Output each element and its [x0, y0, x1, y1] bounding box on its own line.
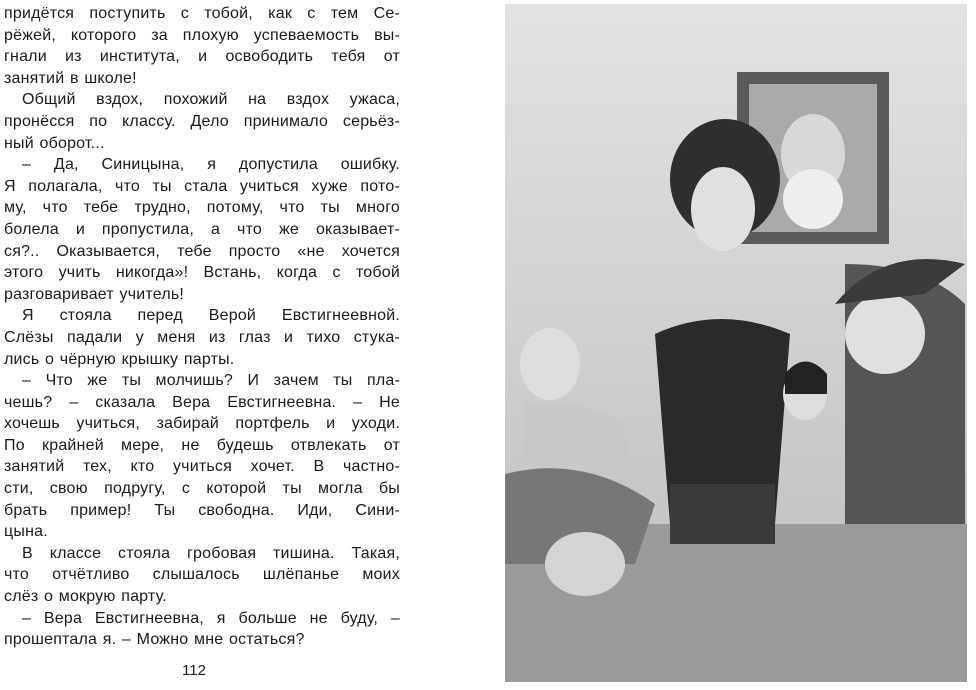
text-line: – Вера Евстигнеевна, я больше не буду, –	[22, 609, 400, 627]
text-line: чешь? – сказала Вера Евстигнеевна. – Не	[4, 393, 400, 411]
text-line: Общий вздох, похожий на вздох ужаса,	[22, 91, 400, 109]
text-line: По крайней мере, не будешь отвлекать от	[4, 436, 400, 454]
text-line: пронёсся по классу. Дело принимало серьёз-	[4, 112, 400, 130]
text-line: лись о чёрную крышку парты.	[4, 350, 235, 368]
text-line: цына.	[4, 523, 48, 541]
text-line: разговаривает учитель!	[4, 285, 185, 303]
text-line: – Да, Синицына, я допустила ошибку.	[22, 156, 400, 174]
text-line: ся?.. Оказывается, тебе просто «не хочется	[4, 242, 400, 260]
text-line: брать пример! Ты свободна. Иди, Сини-	[4, 501, 400, 519]
girl-standing	[655, 119, 790, 544]
body-text	[4, 3, 400, 651]
text-line: сти, свою подругу, с которой ты могла бы	[4, 480, 400, 498]
text-line: занятий в школе!	[4, 69, 137, 87]
text-line: Слёзы падали у меня из глаз и тихо стука-	[4, 328, 400, 346]
text-line: болела и пропустила, а что же оказывает-	[4, 220, 400, 238]
text-line: Я стояла перед Верой Евстигнеевной.	[22, 307, 400, 325]
girl-background	[783, 362, 827, 421]
text-line: гнали из института, и освободить тебя от	[4, 48, 400, 66]
text-line: придётся поступить с тобой, как с тем Се-	[4, 5, 400, 22]
text-line: занятий тех, кто учиться хочет. В частно-	[4, 458, 400, 476]
text-line: слёз о мокрую парту.	[4, 588, 167, 606]
page-number: 112	[182, 662, 206, 679]
text-line: му, что тебе трудно, потому, что ты много	[4, 199, 400, 217]
text-line: рёжей, которого за плохую успеваемость вы-	[4, 26, 400, 44]
text-line: – Что же ты молчишь? И зачем ты пла-	[22, 372, 400, 390]
text-line: хочешь учиться, забирай портфель и уходи.	[4, 415, 400, 433]
text-line: ный оборот...	[4, 134, 105, 152]
text-line: этого учить никогда»! Встань, когда с тобой	[4, 264, 400, 282]
classroom-illustration	[505, 4, 967, 682]
text-line: В классе стояла гробовая тишина. Такая,	[22, 544, 400, 562]
girl-laughing-right	[835, 259, 965, 524]
text-line: прошептала я. – Можно мне остаться?	[4, 631, 305, 649]
text-line: Я полагала, что ты стала учиться хуже пото-	[4, 177, 400, 195]
text-line: что отчётливо слышалось шлёпанье моих	[4, 566, 400, 584]
